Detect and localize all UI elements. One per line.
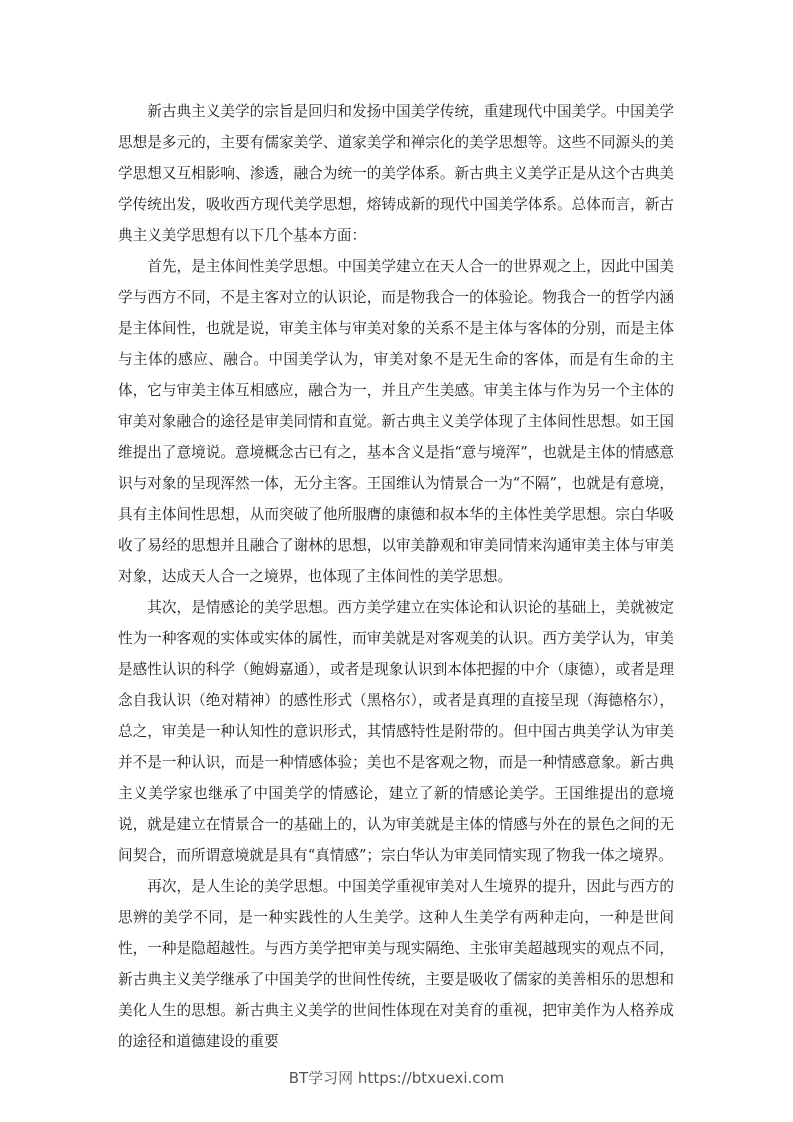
paragraph-intro: 新古典主义美学的宗旨是回归和发扬中国美学传统，重建现代中国美学。中国美学思想是多元的，主要有儒家美学、道家美学和禅宗化的美学思想等。这些不同源头的美学思想又互相影响、渗透，融合为统一的美学体系。新古典主义美学正是从这个古典美学传统出发，吸收西方现代美学思想，熔铸成新的现代中国美学体系。总体而言，新古典主义美学思想有以下几个基本方面： [118, 103, 674, 244]
footer-watermark: BT学习网 https://btxuexi.com [288, 1069, 505, 1087]
paragraph-life-theory: 再次，是人生论的美学思想。中国美学重视审美对人生境界的提升，因此与西方的思辨的美学不同，是一种实践性的人生美学。这种人生美学有两种走向，一种是世间性，一种是隐超越性。与西方美学把审美与现实隔绝、主张审美超越现实的观点不同，新古典主义美学继承了中国美学的世间性传统，主要是吸收了儒家的美善相乐的思想和美化人生的思想。新古典主义美学的世间性体现在对美育的重视，把审美作为人格养成的途径和道德建设的重要 [118, 878, 674, 1050]
document-page [118, 96, 674, 1057]
paragraph-intersubjectivity: 首先，是主体间性美学思想。中国美学建立在天人合一的世界观之上，因此中国美学与西方不同，不是主客对立的认识论，而是物我合一的体验论。物我合一的哲学内涵是主体间性，也就是说，审美主体与审美对象的关系不是主体与客体的分别，而是主体与主体的感应、融合。中国美学认为，审美对象不是无生命的客体，而是有生命的主体，它与审美主体互相感应，融合为一，并且产生美感。审美主体与作为另一个主体的审美对象融合的途径是审美同情和直觉。新古典主义美学体现了主体间性思想。如王国维提出了意境说。意境概念古已有之，基本含义是指“意与境浑”，也就是主体的情感意识与对象的呈现浑然一体，无分主客。王国维认为情景合一为“不隔”，也就是有意境，具有主体间性思想，从而突破了他所服膺的康德和叔本华的主体性美学思想。宗白华吸收了易经的思想并且融合了谢林的思想，以审美静观和审美同情来沟通审美主体与审美对象，达成天人合一之境界，也体现了主体间性的美学思想。 [118, 258, 674, 585]
paragraph-emotion-theory: 其次，是情感论的美学思想。西方美学建立在实体论和认识论的基础上，美就被定性为一种客观的实体或实体的属性，而审美就是对客观美的认识。西方美学认为，审美是感性认识的科学（鲍姆嘉通），或者是现象认识到本体把握的中介（康德），或者是理念自我认识（绝对精神）的感性形式（黑格尔），或者是真理的直接呈现（海德格尔），总之，审美是一种认知性的意识形式，其情感特性是附带的。但中国古典美学认为审美并不是一种认识，而是一种情感体验；美也不是客观之物，而是一种情感意象。新古典主义美学家也继承了中国美学的情感论，建立了新的情感论美学。王国维提出的意境说，就是建立在情景合一的基础上的，认为审美就是主体的情感与外在的景色之间的无间契合，而所谓意境就是具有“真情感”；宗白华认为审美同情实现了物我一体之境界。 [118, 599, 674, 864]
